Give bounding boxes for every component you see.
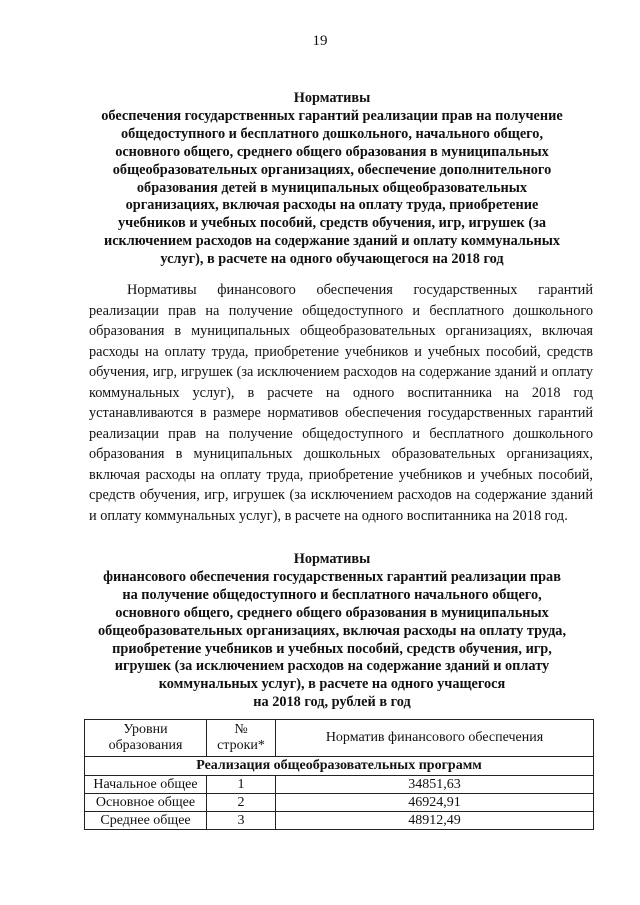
- heading-school-norms: [78, 90, 586, 269]
- header-text: №: [234, 722, 248, 737]
- heading-line: организациях, включая расходы на оплату труда, приобретение: [125, 197, 539, 214]
- heading-line: на 2018 год, рублей в год: [253, 694, 411, 711]
- heading-line: общеобразовательных организациях, обеспечение дополнительного: [112, 161, 552, 178]
- norms-table: [84, 719, 594, 830]
- heading-line: приобретение учебников и учебных пособий, средств обучения, игр,: [112, 640, 552, 657]
- heading-line: общеобразовательных организациях, включая расходы на оплату труда,: [97, 622, 567, 639]
- header-text: Уровни: [123, 722, 168, 737]
- heading-line: основного общего, среднего общего образования в муниципальных: [115, 604, 549, 621]
- table-row: [85, 812, 594, 830]
- heading-line: финансового обеспечения государственных гарантий реализации прав: [103, 568, 561, 585]
- cell-row-number: 3: [207, 812, 276, 830]
- heading-line: обеспечения государственных гарантий реализации прав на получение: [101, 107, 563, 124]
- header-text: образования: [108, 738, 183, 753]
- heading-line: Нормативы: [293, 551, 371, 567]
- heading-line: основного общего, среднего общего образования в муниципальных: [115, 143, 549, 160]
- heading-line: общедоступного и бесплатного дошкольного, начального общего,: [120, 125, 544, 142]
- heading-line: образования детей в муниципальных общеобразовательных: [136, 179, 528, 196]
- cell-row-number: 1: [207, 776, 276, 794]
- heading-line: учебников и учебных пособий, средств обучения, игр, игрушек (за: [118, 215, 546, 232]
- heading-line: коммунальных услуг), в расчете на одного учащегося: [158, 676, 506, 693]
- table-header-row: [85, 720, 594, 757]
- heading-line: Нормативы: [293, 90, 371, 106]
- heading-line: игрушек (за исключением расходов на содержание зданий и оплату: [114, 658, 550, 675]
- header-row-number: [207, 720, 276, 757]
- cell-level: Основное общее: [85, 794, 207, 812]
- body-paragraph: Нормативы финансового обеспечения государственных гарантий реализации прав на получение общедоступного и бесплатного дошкольного образования в муниципальных общеобразовательных организациях, включая расходы на оплату труда, приобретение учебников и учебных пособий, средств обучения, игр, игрушек (за исключением расходов на содержание зданий и оплату коммунальных услуг), в расчете на одного воспитанника на 2018 год устанавливаются в размере нормативов обеспечения государственных гарантий реализации прав на получение общедоступного и бесплатного дошкольного образования в муниципальных дошкольных образовательных организациях, включая расходы на оплату труда, приобретение учебников и учебных пособий, средств обучения, игр, игрушек (за исключением расходов на содержание зданий и оплату коммунальных услуг), в расчете на одного воспитанника на 2018 год.: [89, 282, 593, 524]
- cell-value: 46924,91: [276, 794, 594, 812]
- table-section-row: [85, 757, 594, 776]
- page-number: 19: [312, 33, 328, 49]
- table-row: [85, 776, 594, 794]
- heading-line: услуг), в расчете на одного обучающегося на 2018 год: [160, 251, 504, 268]
- heading-line: на получение общедоступного и бесплатного начального общего,: [122, 586, 542, 603]
- cell-level: Начальное общее: [85, 776, 207, 794]
- header-norm: Норматив финансового обеспечения: [276, 720, 594, 757]
- header-text: строки*: [217, 738, 265, 753]
- heading-financial-norms: [78, 551, 586, 712]
- cell-level: Среднее общее: [85, 812, 207, 830]
- section-title: Реализация общеобразовательных программ: [85, 757, 594, 776]
- cell-value: 48912,49: [276, 812, 594, 830]
- cell-row-number: 2: [207, 794, 276, 812]
- cell-value: 34851,63: [276, 776, 594, 794]
- header-education-level: [85, 720, 207, 757]
- table-row: [85, 794, 594, 812]
- heading-line: исключением расходов на содержание зданий и оплату коммунальных: [103, 233, 561, 250]
